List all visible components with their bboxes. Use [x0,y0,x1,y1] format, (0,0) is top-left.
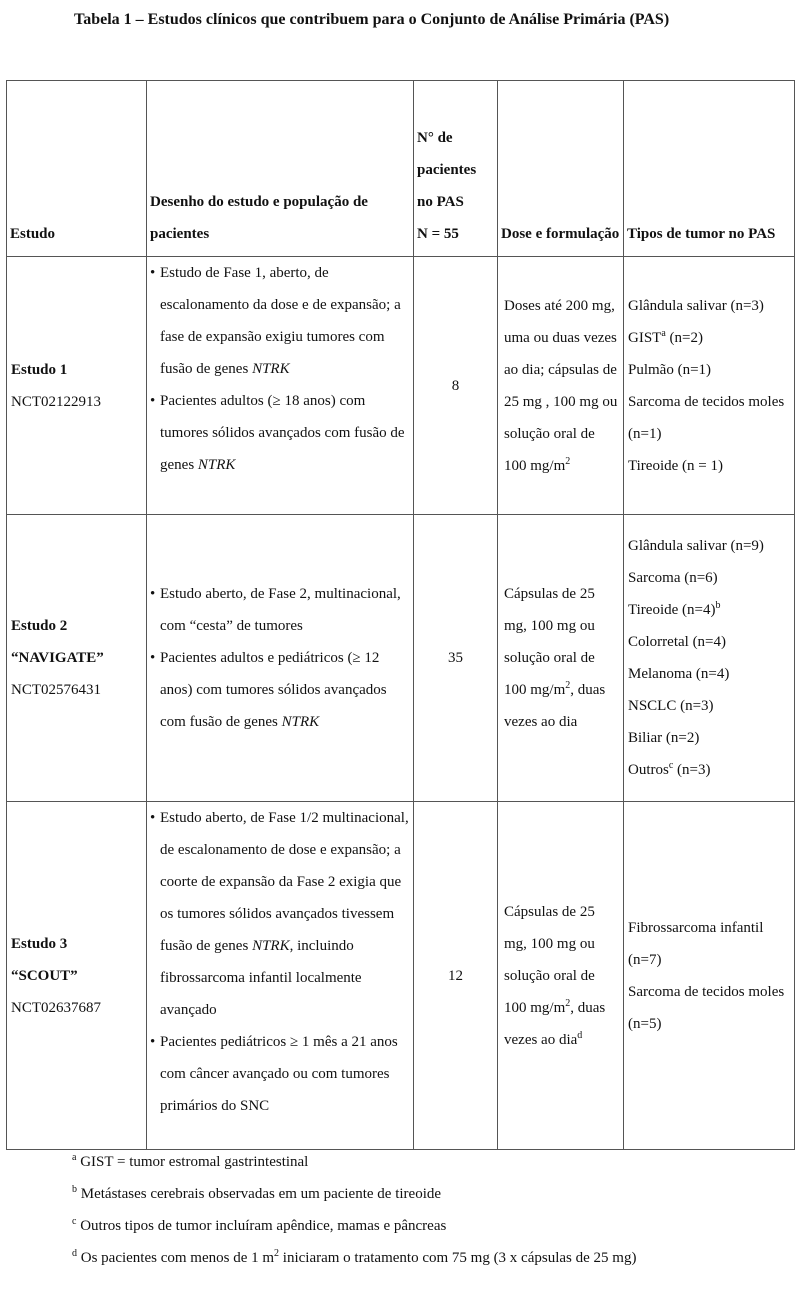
design-bullet: • Pacientes adultos e pediátricos (≥ 12 anos) com tumores sólidos avançados com fusão de genes NTRK [150,642,410,738]
study-name: Estudo 2 [11,618,68,634]
header-patients-n: N = 55 [417,226,459,242]
study-cell [7,515,147,802]
design-bullet: • Estudo de Fase 1, aberto, de escalonamento da dose e de expansão; a fase de expansão exigiu tumores com fusão de genes NTRK [150,257,410,385]
study-code: NCT02122913 [11,393,101,410]
design-bullet: • Estudo aberto, de Fase 1/2 multinacional, de escalonamento de dose e expansão; a coorte de expansão da Fase 2 exigia que os tumores sólidos avançados tivessem fusão de genes NTRK, incluindo fibrossarcoma infantil localmente avançado [150,802,410,1026]
table-row [7,802,795,1150]
table-row [7,257,795,515]
design-cell [147,257,414,515]
footnotes [72,1146,752,1274]
table-row [7,515,795,802]
header-tumor: Tipos de tumor no PAS [624,81,795,257]
dose-cell: Doses até 200 mg, uma ou duas vezes ao dia; cápsulas de 25 mg , 100 mg ou solução oral de 100 $mg/m^2$ [498,257,624,515]
design-bullet: • Pacientes adultos (≥ 18 anos) com tumores sólidos avançados com fusão de genes NTRK [150,385,410,481]
footnote-c: $^c$ Outros tipos de tumor incluíram apêndice, mamas e pâncreas [72,1216,447,1234]
header-design: Desenho do estudo e população de pacientes [147,81,414,257]
tumor-cell: Glândula salivar (n=3) GIST$^a$ (n=2) Pulmão (n=1) Sarcoma de tecidos moles (n=1) Tireoide (n = 1) [624,257,795,515]
study-code: NCT02637687 [11,999,101,1016]
header-study: Estudo [7,81,147,257]
study-cell [7,802,147,1150]
design-cell [147,802,414,1150]
study-name: Estudo 1 [11,361,68,378]
study-name: Estudo 3 [11,935,68,952]
study-cell [7,257,147,515]
patients-count: 8 [414,257,498,515]
design-bullet: • Estudo aberto, de Fase 2, multinacional, com “cesta” de tumores [150,578,410,642]
header-patients [414,81,498,257]
studies-table [6,80,795,1150]
study-nickname: “SCOUT” [11,967,78,984]
dose-cell: Cápsulas de 25 mg, 100 mg ou solução oral de 100 $mg/m^2$, duas vezes ao dia$^d$ [498,802,624,1150]
table-header-row [7,81,795,257]
footnote-a: $^a$ GIST = tumor estromal gastrintestinal [72,1152,309,1170]
study-nickname: “NAVIGATE” [11,650,104,666]
table-title: Tabela 1 – Estudos clínicos que contribuem para o Conjunto de Análise Primária (PAS) [74,11,670,28]
design-bullet: • Pacientes pediátricos ≥ 1 mês a 21 anos com câncer avançado ou com tumores primários do SNC [150,1026,410,1122]
dose-cell: Cápsulas de 25 mg, 100 mg ou solução oral de 100 $mg/m^2$, duas vezes ao dia [498,515,624,802]
footnote-b: $^b$ Metástases cerebrais observadas em um paciente de tireoide [72,1184,442,1202]
patients-count: 35 [414,515,498,802]
tumor-cell: Glândula salivar (n=9) Sarcoma (n=6) Tireoide (n=4)$^b$ Colorretal (n=4) Melanoma (n=4) NSCLC (n=3) Biliar (n=2) Outros$^c$ (n=3) [624,515,795,802]
header-dose: Dose e formulação [498,81,624,257]
footnote-d: $^d$ Os pacientes com menos de 1 $m^2$ iniciaram o tratamento com 75 mg (3 x cápsulas de 25 mg) [72,1248,637,1266]
design-cell [147,515,414,802]
tumor-cell: Fibrossarcoma infantil (n=7) Sarcoma de tecidos moles (n=5) [624,802,795,1150]
study-code: NCT02576431 [11,682,101,698]
header-patients-label: N° de pacientes no PAS [417,130,477,210]
patients-count: 12 [414,802,498,1150]
